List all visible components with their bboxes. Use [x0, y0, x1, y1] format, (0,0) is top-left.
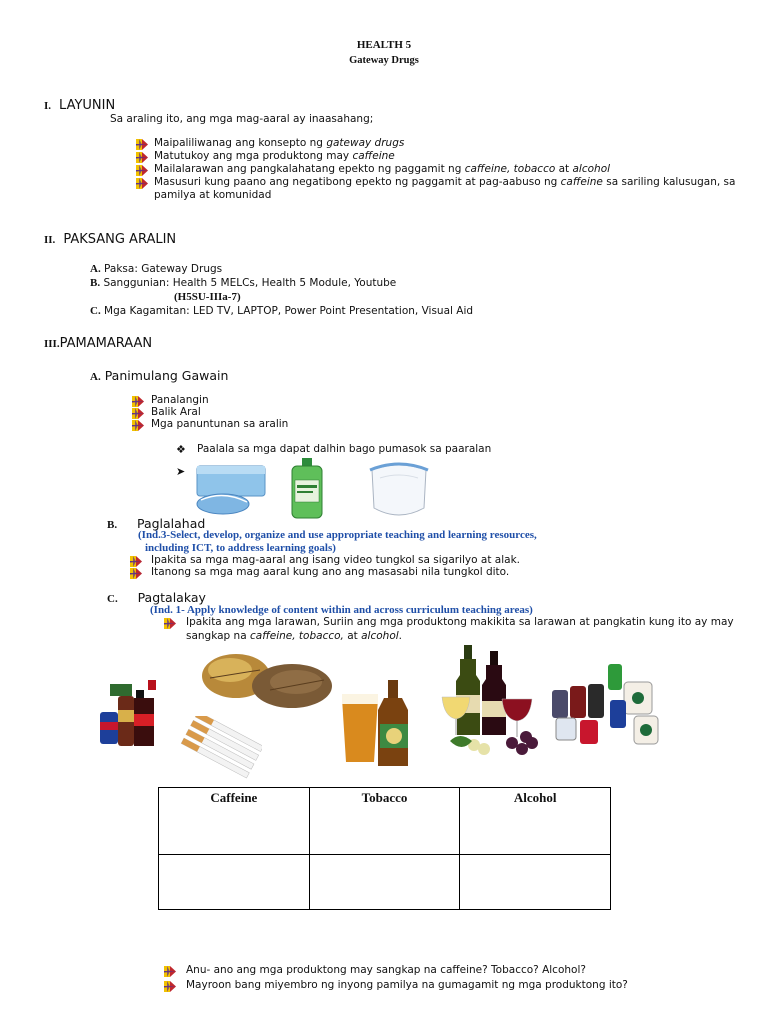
diamond-bullet-icon: ❖	[176, 444, 186, 456]
arrow-bullet-icon	[164, 981, 176, 992]
sub-paglalahad: B. Paglalahad	[107, 516, 206, 531]
page-subtitle: Gateway Drugs	[349, 55, 419, 66]
table-cell[interactable]	[309, 855, 460, 910]
wine-image	[440, 645, 552, 761]
pagtalakay-item: Ipakita ang mga larawan, Suriin ang mga produktong makikita sa larawan at pangkatin kung ito ay may	[186, 616, 734, 628]
arrow-bullet-icon	[130, 556, 142, 567]
classification-table	[158, 787, 611, 910]
column-header-caffeine: Caffeine	[159, 788, 310, 855]
column-header-tobacco: Tobacco	[309, 788, 460, 855]
arrow-bullet-icon	[132, 408, 144, 419]
face-mask-image	[193, 460, 269, 518]
paalala-text: Paalala sa mga dapat dalhin bago pumasok sa paaralan	[197, 443, 492, 455]
soft-drinks-image	[96, 676, 168, 750]
section-layunin: I. LAYUNIN	[44, 98, 116, 113]
sanitizer-bottle-image	[286, 458, 330, 520]
table-cell[interactable]	[159, 855, 310, 910]
indicator-3-line2: including ICT, to address learning goals)	[145, 542, 336, 554]
paksa-line: A. Paksa: Gateway Drugs	[90, 263, 223, 275]
arrow-bullet-icon	[136, 178, 148, 189]
question-item: Anu- ano ang mga produktong may sangkap na caffeine? Tobacco? Alcohol?	[186, 964, 586, 976]
sub-panimulang-gawain: A. Panimulang Gawain	[90, 368, 229, 383]
layunin-item: Maipaliliwanag ang konsepto ng gateway drugs	[154, 137, 405, 149]
sanggunian-line: B. Sanggunian: Health 5 MELCs, Health 5 Module, Youtube	[90, 277, 397, 289]
section-paksang-aralin: II. PAKSANG ARALIN	[44, 232, 177, 247]
arrow-bullet-icon	[164, 618, 176, 629]
section-pamamaraan: III.PAMAMARAAN	[44, 336, 153, 351]
arrow-bullet-icon	[130, 568, 142, 579]
page-title: HEALTH 5	[356, 39, 412, 51]
arrow-bullet-icon	[132, 396, 144, 407]
kagamitan-line: C. Mga Kagamitan: LED TV, LAPTOP, Power Point Presentation, Visual Aid	[90, 305, 474, 317]
layunin-item: Matutukoy ang mga produktong may caffeine	[154, 150, 395, 162]
tobacco-leaves-image	[200, 650, 334, 712]
question-item: Mayroon bang miyembro ng inyong pamilya na gumagamit ng mga produktong ito?	[186, 979, 628, 991]
paglalahad-item: Itanong sa mga mag aaral kung ano ang masasabi nila tungkol dito.	[151, 566, 510, 578]
layunin-item: Mailalarawan ang pangkalahatang epekto ng paggamit ng caffeine, tobacco at alcohol	[154, 163, 611, 175]
layunin-intro: Sa araling ito, ang mga mag-aaral ay inaasahang;	[110, 113, 374, 125]
arrow-bullet-icon	[136, 139, 148, 150]
panimula-item: Panalangin	[151, 394, 209, 406]
sub-pagtalakay: C. Pagtalakay	[107, 590, 206, 605]
face-shield-image	[366, 458, 432, 522]
paglalahad-item: Ipakita sa mga mag-aaral ang isang video tungkol sa sigarilyo at alak.	[151, 554, 520, 566]
competency-code: (H5SU-IIIa-7)	[174, 291, 241, 303]
indicator-3-line1: (Ind.3-Select, develop, organize and use appropriate teaching and learning resources,	[138, 529, 537, 541]
beer-image	[340, 680, 424, 768]
table-cell[interactable]	[460, 855, 611, 910]
pagtalakay-item-continuation: sangkap na caffeine, tobacco, at alcohol.	[186, 630, 403, 642]
layunin-item-continuation: pamilya at komunidad	[154, 189, 272, 201]
arrowhead-bullet-icon: ➤	[176, 466, 186, 478]
caffeine-products-image	[550, 660, 664, 750]
panimula-item: Mga panuntunan sa aralin	[151, 418, 289, 430]
indicator-1: (Ind. 1- Apply knowledge of content within and across curriculum teaching areas)	[150, 604, 533, 616]
arrow-bullet-icon	[136, 165, 148, 176]
cigarettes-image	[176, 716, 262, 786]
arrow-bullet-icon	[164, 966, 176, 977]
arrow-bullet-icon	[132, 420, 144, 431]
column-header-alcohol: Alcohol	[460, 788, 611, 855]
layunin-item: Masusuri kung paano ang negatibong epekto ng paggamit at pag-aabuso ng caffeine sa sariling kalusugan, sa	[154, 176, 736, 188]
arrow-bullet-icon	[136, 152, 148, 163]
panimula-item: Balik Aral	[151, 406, 201, 418]
